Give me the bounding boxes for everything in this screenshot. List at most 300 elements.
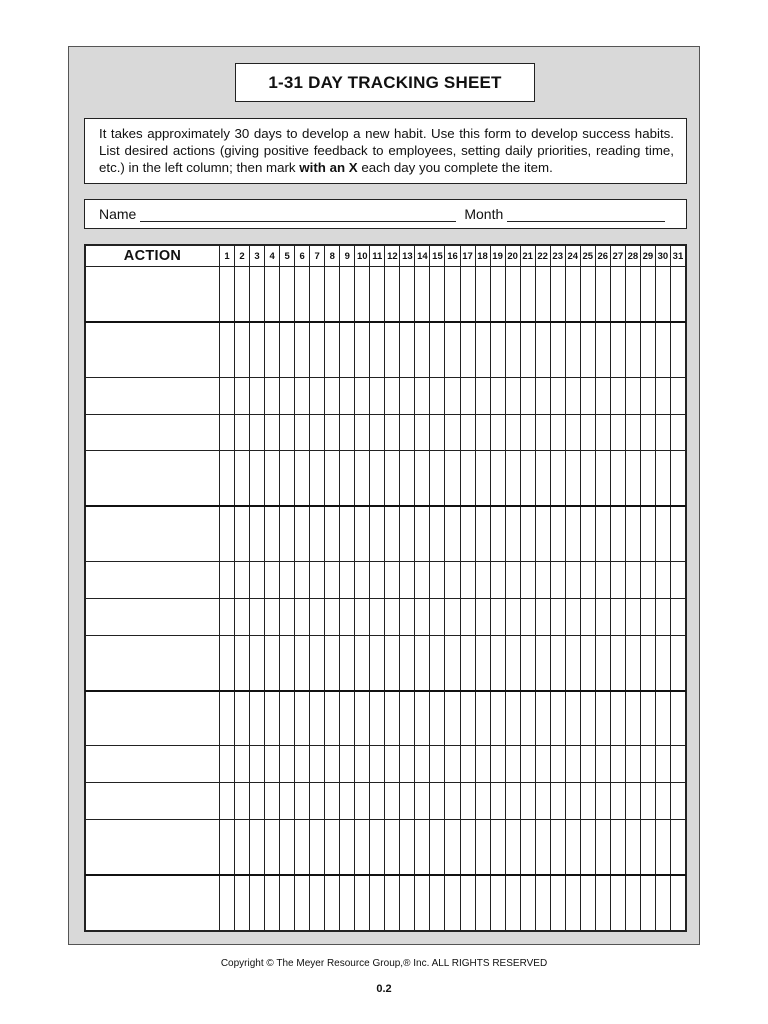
day-cell-13[interactable] <box>400 691 415 746</box>
day-cell-9[interactable] <box>340 635 355 690</box>
day-cell-16[interactable] <box>445 322 460 377</box>
day-cell-10[interactable] <box>355 414 370 451</box>
day-cell-25[interactable] <box>580 322 595 377</box>
day-cell-1[interactable] <box>220 451 235 506</box>
day-cell-11[interactable] <box>370 377 385 414</box>
day-cell-1[interactable] <box>220 322 235 377</box>
day-cell-2[interactable] <box>235 598 250 635</box>
day-cell-30[interactable] <box>655 506 670 561</box>
day-cell-29[interactable] <box>640 377 655 414</box>
day-cell-9[interactable] <box>340 377 355 414</box>
day-cell-9[interactable] <box>340 562 355 599</box>
action-cell[interactable] <box>86 820 220 875</box>
day-cell-16[interactable] <box>445 635 460 690</box>
day-cell-7[interactable] <box>310 562 325 599</box>
name-field[interactable] <box>140 206 456 222</box>
day-cell-22[interactable] <box>535 267 550 322</box>
day-cell-17[interactable] <box>460 598 475 635</box>
day-cell-9[interactable] <box>340 506 355 561</box>
day-cell-6[interactable] <box>295 598 310 635</box>
day-cell-4[interactable] <box>265 598 280 635</box>
day-cell-17[interactable] <box>460 414 475 451</box>
day-cell-25[interactable] <box>580 746 595 783</box>
day-cell-23[interactable] <box>550 875 565 930</box>
day-cell-24[interactable] <box>565 820 580 875</box>
day-cell-14[interactable] <box>415 783 430 820</box>
day-cell-25[interactable] <box>580 506 595 561</box>
day-cell-2[interactable] <box>235 414 250 451</box>
day-cell-7[interactable] <box>310 506 325 561</box>
day-cell-1[interactable] <box>220 875 235 930</box>
day-cell-23[interactable] <box>550 598 565 635</box>
day-cell-10[interactable] <box>355 322 370 377</box>
day-cell-15[interactable] <box>430 820 445 875</box>
day-cell-24[interactable] <box>565 746 580 783</box>
day-cell-24[interactable] <box>565 783 580 820</box>
day-cell-10[interactable] <box>355 820 370 875</box>
day-cell-15[interactable] <box>430 783 445 820</box>
day-cell-1[interactable] <box>220 267 235 322</box>
day-cell-23[interactable] <box>550 820 565 875</box>
day-cell-27[interactable] <box>610 635 625 690</box>
day-cell-18[interactable] <box>475 875 490 930</box>
day-cell-17[interactable] <box>460 746 475 783</box>
day-cell-1[interactable] <box>220 562 235 599</box>
day-cell-29[interactable] <box>640 598 655 635</box>
day-cell-25[interactable] <box>580 635 595 690</box>
day-cell-5[interactable] <box>280 414 295 451</box>
day-cell-23[interactable] <box>550 562 565 599</box>
day-cell-13[interactable] <box>400 635 415 690</box>
day-cell-28[interactable] <box>625 267 640 322</box>
day-cell-4[interactable] <box>265 322 280 377</box>
day-cell-7[interactable] <box>310 377 325 414</box>
day-cell-27[interactable] <box>610 820 625 875</box>
day-cell-29[interactable] <box>640 451 655 506</box>
day-cell-15[interactable] <box>430 691 445 746</box>
day-cell-28[interactable] <box>625 746 640 783</box>
day-cell-26[interactable] <box>595 875 610 930</box>
day-cell-1[interactable] <box>220 746 235 783</box>
day-cell-28[interactable] <box>625 635 640 690</box>
day-cell-6[interactable] <box>295 746 310 783</box>
day-cell-6[interactable] <box>295 322 310 377</box>
action-cell[interactable] <box>86 414 220 451</box>
day-cell-6[interactable] <box>295 377 310 414</box>
day-cell-29[interactable] <box>640 746 655 783</box>
day-cell-17[interactable] <box>460 691 475 746</box>
day-cell-28[interactable] <box>625 875 640 930</box>
day-cell-12[interactable] <box>385 267 400 322</box>
day-cell-22[interactable] <box>535 377 550 414</box>
month-field[interactable] <box>507 206 665 222</box>
day-cell-24[interactable] <box>565 691 580 746</box>
day-cell-31[interactable] <box>670 562 685 599</box>
day-cell-2[interactable] <box>235 506 250 561</box>
day-cell-26[interactable] <box>595 562 610 599</box>
day-cell-6[interactable] <box>295 783 310 820</box>
day-cell-29[interactable] <box>640 783 655 820</box>
day-cell-15[interactable] <box>430 451 445 506</box>
day-cell-23[interactable] <box>550 451 565 506</box>
day-cell-21[interactable] <box>520 746 535 783</box>
day-cell-31[interactable] <box>670 746 685 783</box>
day-cell-22[interactable] <box>535 322 550 377</box>
day-cell-14[interactable] <box>415 598 430 635</box>
day-cell-5[interactable] <box>280 875 295 930</box>
day-cell-30[interactable] <box>655 322 670 377</box>
day-cell-3[interactable] <box>250 598 265 635</box>
day-cell-26[interactable] <box>595 377 610 414</box>
day-cell-11[interactable] <box>370 267 385 322</box>
day-cell-20[interactable] <box>505 598 520 635</box>
day-cell-2[interactable] <box>235 267 250 322</box>
day-cell-29[interactable] <box>640 562 655 599</box>
day-cell-9[interactable] <box>340 820 355 875</box>
day-cell-23[interactable] <box>550 506 565 561</box>
day-cell-20[interactable] <box>505 562 520 599</box>
day-cell-7[interactable] <box>310 598 325 635</box>
day-cell-13[interactable] <box>400 451 415 506</box>
day-cell-19[interactable] <box>490 746 505 783</box>
day-cell-15[interactable] <box>430 377 445 414</box>
day-cell-13[interactable] <box>400 820 415 875</box>
day-cell-21[interactable] <box>520 414 535 451</box>
day-cell-19[interactable] <box>490 451 505 506</box>
day-cell-21[interactable] <box>520 506 535 561</box>
day-cell-14[interactable] <box>415 322 430 377</box>
day-cell-9[interactable] <box>340 783 355 820</box>
day-cell-25[interactable] <box>580 414 595 451</box>
day-cell-4[interactable] <box>265 783 280 820</box>
day-cell-4[interactable] <box>265 691 280 746</box>
day-cell-15[interactable] <box>430 875 445 930</box>
day-cell-17[interactable] <box>460 783 475 820</box>
day-cell-11[interactable] <box>370 562 385 599</box>
day-cell-21[interactable] <box>520 451 535 506</box>
day-cell-14[interactable] <box>415 267 430 322</box>
day-cell-4[interactable] <box>265 414 280 451</box>
day-cell-22[interactable] <box>535 635 550 690</box>
day-cell-1[interactable] <box>220 598 235 635</box>
day-cell-17[interactable] <box>460 322 475 377</box>
day-cell-14[interactable] <box>415 506 430 561</box>
day-cell-12[interactable] <box>385 598 400 635</box>
action-cell[interactable] <box>86 875 220 930</box>
day-cell-11[interactable] <box>370 783 385 820</box>
day-cell-5[interactable] <box>280 506 295 561</box>
day-cell-26[interactable] <box>595 746 610 783</box>
day-cell-3[interactable] <box>250 451 265 506</box>
day-cell-15[interactable] <box>430 598 445 635</box>
day-cell-11[interactable] <box>370 598 385 635</box>
day-cell-4[interactable] <box>265 820 280 875</box>
day-cell-26[interactable] <box>595 598 610 635</box>
day-cell-23[interactable] <box>550 746 565 783</box>
day-cell-26[interactable] <box>595 635 610 690</box>
day-cell-4[interactable] <box>265 635 280 690</box>
day-cell-7[interactable] <box>310 783 325 820</box>
day-cell-10[interactable] <box>355 506 370 561</box>
day-cell-8[interactable] <box>325 322 340 377</box>
day-cell-6[interactable] <box>295 691 310 746</box>
day-cell-22[interactable] <box>535 820 550 875</box>
day-cell-2[interactable] <box>235 820 250 875</box>
day-cell-29[interactable] <box>640 322 655 377</box>
day-cell-10[interactable] <box>355 635 370 690</box>
day-cell-19[interactable] <box>490 322 505 377</box>
day-cell-5[interactable] <box>280 783 295 820</box>
day-cell-23[interactable] <box>550 377 565 414</box>
day-cell-2[interactable] <box>235 562 250 599</box>
day-cell-16[interactable] <box>445 267 460 322</box>
day-cell-17[interactable] <box>460 451 475 506</box>
action-cell[interactable] <box>86 598 220 635</box>
day-cell-9[interactable] <box>340 267 355 322</box>
day-cell-2[interactable] <box>235 783 250 820</box>
day-cell-8[interactable] <box>325 377 340 414</box>
day-cell-23[interactable] <box>550 783 565 820</box>
day-cell-12[interactable] <box>385 783 400 820</box>
day-cell-30[interactable] <box>655 691 670 746</box>
day-cell-31[interactable] <box>670 506 685 561</box>
day-cell-20[interactable] <box>505 267 520 322</box>
day-cell-3[interactable] <box>250 691 265 746</box>
day-cell-10[interactable] <box>355 691 370 746</box>
day-cell-8[interactable] <box>325 783 340 820</box>
day-cell-23[interactable] <box>550 414 565 451</box>
day-cell-14[interactable] <box>415 746 430 783</box>
day-cell-18[interactable] <box>475 820 490 875</box>
day-cell-27[interactable] <box>610 322 625 377</box>
day-cell-16[interactable] <box>445 598 460 635</box>
day-cell-10[interactable] <box>355 783 370 820</box>
day-cell-10[interactable] <box>355 562 370 599</box>
day-cell-15[interactable] <box>430 746 445 783</box>
day-cell-17[interactable] <box>460 875 475 930</box>
day-cell-16[interactable] <box>445 875 460 930</box>
day-cell-10[interactable] <box>355 746 370 783</box>
day-cell-27[interactable] <box>610 562 625 599</box>
day-cell-22[interactable] <box>535 691 550 746</box>
day-cell-8[interactable] <box>325 635 340 690</box>
day-cell-2[interactable] <box>235 451 250 506</box>
day-cell-5[interactable] <box>280 451 295 506</box>
day-cell-14[interactable] <box>415 875 430 930</box>
day-cell-9[interactable] <box>340 414 355 451</box>
day-cell-12[interactable] <box>385 691 400 746</box>
day-cell-19[interactable] <box>490 635 505 690</box>
day-cell-5[interactable] <box>280 635 295 690</box>
day-cell-12[interactable] <box>385 322 400 377</box>
day-cell-6[interactable] <box>295 635 310 690</box>
day-cell-9[interactable] <box>340 691 355 746</box>
day-cell-19[interactable] <box>490 783 505 820</box>
day-cell-31[interactable] <box>670 691 685 746</box>
day-cell-8[interactable] <box>325 414 340 451</box>
day-cell-24[interactable] <box>565 875 580 930</box>
day-cell-21[interactable] <box>520 820 535 875</box>
day-cell-18[interactable] <box>475 635 490 690</box>
day-cell-12[interactable] <box>385 506 400 561</box>
day-cell-30[interactable] <box>655 746 670 783</box>
day-cell-7[interactable] <box>310 691 325 746</box>
day-cell-29[interactable] <box>640 414 655 451</box>
day-cell-29[interactable] <box>640 691 655 746</box>
day-cell-12[interactable] <box>385 451 400 506</box>
day-cell-27[interactable] <box>610 691 625 746</box>
day-cell-11[interactable] <box>370 506 385 561</box>
day-cell-4[interactable] <box>265 267 280 322</box>
day-cell-30[interactable] <box>655 635 670 690</box>
day-cell-14[interactable] <box>415 451 430 506</box>
day-cell-11[interactable] <box>370 414 385 451</box>
day-cell-18[interactable] <box>475 414 490 451</box>
day-cell-24[interactable] <box>565 506 580 561</box>
day-cell-22[interactable] <box>535 783 550 820</box>
action-cell[interactable] <box>86 562 220 599</box>
day-cell-31[interactable] <box>670 322 685 377</box>
day-cell-13[interactable] <box>400 414 415 451</box>
day-cell-30[interactable] <box>655 820 670 875</box>
day-cell-5[interactable] <box>280 691 295 746</box>
day-cell-8[interactable] <box>325 875 340 930</box>
day-cell-14[interactable] <box>415 820 430 875</box>
day-cell-1[interactable] <box>220 414 235 451</box>
day-cell-20[interactable] <box>505 377 520 414</box>
day-cell-16[interactable] <box>445 414 460 451</box>
action-cell[interactable] <box>86 635 220 690</box>
day-cell-4[interactable] <box>265 562 280 599</box>
day-cell-18[interactable] <box>475 322 490 377</box>
day-cell-11[interactable] <box>370 875 385 930</box>
day-cell-3[interactable] <box>250 562 265 599</box>
action-cell[interactable] <box>86 691 220 746</box>
day-cell-5[interactable] <box>280 377 295 414</box>
day-cell-17[interactable] <box>460 267 475 322</box>
day-cell-12[interactable] <box>385 414 400 451</box>
day-cell-9[interactable] <box>340 746 355 783</box>
day-cell-8[interactable] <box>325 562 340 599</box>
action-cell[interactable] <box>86 451 220 506</box>
day-cell-8[interactable] <box>325 598 340 635</box>
day-cell-4[interactable] <box>265 377 280 414</box>
day-cell-17[interactable] <box>460 377 475 414</box>
day-cell-29[interactable] <box>640 635 655 690</box>
day-cell-31[interactable] <box>670 635 685 690</box>
day-cell-10[interactable] <box>355 451 370 506</box>
day-cell-27[interactable] <box>610 875 625 930</box>
day-cell-7[interactable] <box>310 875 325 930</box>
day-cell-12[interactable] <box>385 875 400 930</box>
day-cell-28[interactable] <box>625 322 640 377</box>
action-cell[interactable] <box>86 267 220 322</box>
action-cell[interactable] <box>86 377 220 414</box>
day-cell-15[interactable] <box>430 506 445 561</box>
day-cell-25[interactable] <box>580 875 595 930</box>
day-cell-8[interactable] <box>325 506 340 561</box>
day-cell-27[interactable] <box>610 377 625 414</box>
day-cell-3[interactable] <box>250 875 265 930</box>
day-cell-1[interactable] <box>220 506 235 561</box>
day-cell-24[interactable] <box>565 451 580 506</box>
day-cell-18[interactable] <box>475 377 490 414</box>
day-cell-18[interactable] <box>475 783 490 820</box>
day-cell-5[interactable] <box>280 820 295 875</box>
day-cell-15[interactable] <box>430 635 445 690</box>
day-cell-6[interactable] <box>295 562 310 599</box>
day-cell-22[interactable] <box>535 506 550 561</box>
day-cell-19[interactable] <box>490 562 505 599</box>
day-cell-1[interactable] <box>220 783 235 820</box>
day-cell-11[interactable] <box>370 451 385 506</box>
day-cell-11[interactable] <box>370 746 385 783</box>
day-cell-8[interactable] <box>325 820 340 875</box>
day-cell-18[interactable] <box>475 598 490 635</box>
day-cell-13[interactable] <box>400 598 415 635</box>
day-cell-4[interactable] <box>265 746 280 783</box>
day-cell-19[interactable] <box>490 820 505 875</box>
day-cell-9[interactable] <box>340 598 355 635</box>
day-cell-14[interactable] <box>415 691 430 746</box>
day-cell-18[interactable] <box>475 746 490 783</box>
day-cell-5[interactable] <box>280 598 295 635</box>
day-cell-25[interactable] <box>580 451 595 506</box>
day-cell-7[interactable] <box>310 820 325 875</box>
day-cell-3[interactable] <box>250 506 265 561</box>
day-cell-27[interactable] <box>610 598 625 635</box>
day-cell-19[interactable] <box>490 414 505 451</box>
day-cell-20[interactable] <box>505 691 520 746</box>
day-cell-12[interactable] <box>385 562 400 599</box>
day-cell-26[interactable] <box>595 783 610 820</box>
day-cell-1[interactable] <box>220 691 235 746</box>
day-cell-3[interactable] <box>250 377 265 414</box>
day-cell-8[interactable] <box>325 451 340 506</box>
day-cell-25[interactable] <box>580 377 595 414</box>
day-cell-24[interactable] <box>565 598 580 635</box>
day-cell-24[interactable] <box>565 635 580 690</box>
day-cell-4[interactable] <box>265 506 280 561</box>
day-cell-19[interactable] <box>490 267 505 322</box>
day-cell-19[interactable] <box>490 598 505 635</box>
day-cell-7[interactable] <box>310 451 325 506</box>
day-cell-7[interactable] <box>310 746 325 783</box>
day-cell-31[interactable] <box>670 377 685 414</box>
day-cell-20[interactable] <box>505 746 520 783</box>
day-cell-18[interactable] <box>475 691 490 746</box>
day-cell-17[interactable] <box>460 506 475 561</box>
day-cell-3[interactable] <box>250 820 265 875</box>
action-cell[interactable] <box>86 783 220 820</box>
day-cell-22[interactable] <box>535 562 550 599</box>
day-cell-18[interactable] <box>475 267 490 322</box>
day-cell-8[interactable] <box>325 746 340 783</box>
day-cell-10[interactable] <box>355 598 370 635</box>
day-cell-19[interactable] <box>490 506 505 561</box>
day-cell-30[interactable] <box>655 267 670 322</box>
day-cell-15[interactable] <box>430 562 445 599</box>
day-cell-9[interactable] <box>340 322 355 377</box>
day-cell-30[interactable] <box>655 451 670 506</box>
day-cell-31[interactable] <box>670 598 685 635</box>
day-cell-30[interactable] <box>655 414 670 451</box>
day-cell-25[interactable] <box>580 267 595 322</box>
day-cell-28[interactable] <box>625 414 640 451</box>
day-cell-11[interactable] <box>370 635 385 690</box>
day-cell-12[interactable] <box>385 377 400 414</box>
day-cell-16[interactable] <box>445 451 460 506</box>
